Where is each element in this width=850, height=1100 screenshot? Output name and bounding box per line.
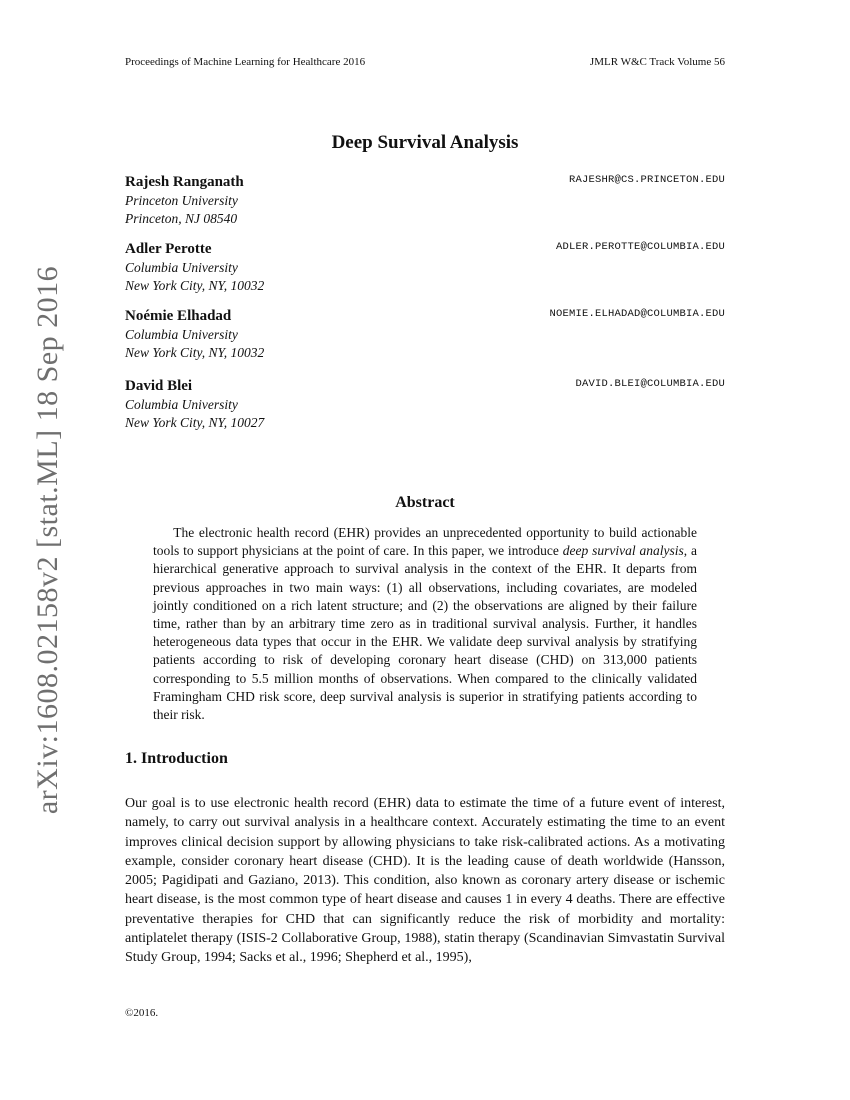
author-name: Rajesh Ranganath: [125, 174, 244, 190]
author-location: New York City, NY, 10027: [125, 415, 265, 430]
author-email: RAJESHR@CS.PRINCETON.EDU: [568, 174, 725, 186]
running-header-left: Proceedings of Machine Learning for Healthcare 2016: [125, 56, 366, 68]
abstract-heading: Abstract: [395, 494, 455, 511]
author-location: New York City, NY, 10032: [125, 345, 265, 360]
author-block: [125, 306, 725, 362]
paper-title: Deep Survival Analysis: [331, 132, 519, 153]
author-affiliation: Columbia University: [125, 397, 238, 412]
author-location: New York City, NY, 10032: [125, 278, 265, 293]
abstract-emphasis: deep survival analysis: [562, 543, 684, 559]
author-name: Noémie Elhadad: [125, 308, 232, 324]
copyright-footer: ©2016.: [125, 1007, 159, 1019]
author-block: [125, 239, 725, 295]
author-email: DAVID.BLEI@COLUMBIA.EDU: [575, 378, 725, 390]
author-location: Princeton, NJ 08540: [125, 211, 238, 226]
author-affiliation: Princeton University: [125, 193, 238, 208]
introduction-paragraph: Our goal is to use electronic health record (EHR) data to estimate the time of a future event of interest, namely, to carry out survival analysis in a healthcare context. Accurately estimating the time to an event improves clinical decision support by allowing physicians to take risk-calibrated actions. As a motivating example, consider coronary heart disease (CHD). It is the leading cause of death worldwide (Hansson, 2005; Pagidipati and Gaziano, 2013). This condition, also known as coronary artery disease or ischemic heart disease, is the most common type of heart disease and causes 1 in every 4 deaths. There are effective preventative therapies for CHD that can significantly reduce the risk of morbidity and mortality: antiplatelet therapy (ISIS-2 Collaborative Group, 1988), statin therapy (Scandinavian Simvastatin Survival Study Group, 1994; Sacks et al., 1996; Shepherd et al., 1995),: [125, 796, 725, 966]
author-block: [125, 376, 725, 432]
section-heading-introduction: 1. Introduction: [125, 750, 228, 767]
abstract-text-part1: The electronic health record (EHR) provides an unprecedented opportunity to build actionable tools to support physicians at the point of care. In this paper, we introduce: [153, 525, 697, 559]
abstract-text-part2: , a hierarchical generative approach to survival analysis in the context of the EHR. It departs from previous approaches in two main ways: (1) all observations, including covariates, are modeled jointly conditioned on a rich latent structure; and (2) the observations are aligned by their failure time, rather than by an arbitrary time zero as in traditional survival analysis. Further, it handles heterogeneous data types that occur in the EHR. We validate deep survival analysis by stratifying patients according to risk of developing coronary heart disease (CHD) on 313,000 patients corresponding to 5.5 million months of observations. When compared to the clinically validated Framingham CHD risk score, deep survival analysis is superior in stratifying patients according to their risk.: [153, 543, 697, 723]
author-name: Adler Perotte: [125, 241, 212, 257]
abstract-text: [153, 524, 697, 724]
author-affiliation: Columbia University: [125, 327, 238, 342]
author-name: David Blei: [125, 378, 193, 394]
arxiv-identifier: arXiv:1608.02158v2 [stat.ML] 18 Sep 2016: [31, 265, 64, 815]
author-affiliation: Columbia University: [125, 260, 238, 275]
author-block: [125, 172, 725, 228]
author-email: NOEMIE.ELHADAD@COLUMBIA.EDU: [549, 308, 725, 320]
author-email: ADLER.PEROTTE@COLUMBIA.EDU: [555, 241, 725, 253]
running-header-right: JMLR W&C Track Volume 56: [589, 56, 725, 68]
